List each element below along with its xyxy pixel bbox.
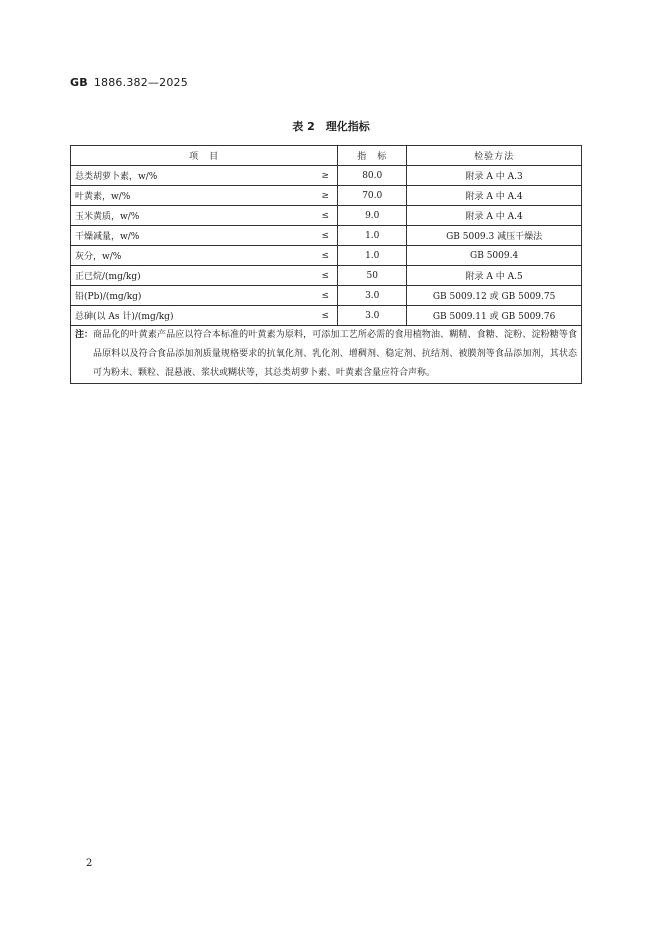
row-comparison-symbol: ≤ <box>313 306 338 326</box>
row-test-method: GB 5009.3 减压干燥法 <box>407 226 582 246</box>
table-row <box>71 306 582 326</box>
row-test-method: 附录 A 中 A.4 <box>407 186 582 206</box>
row-index-value: 3.0 <box>338 286 407 306</box>
row-index-value: 70.0 <box>338 186 407 206</box>
table-row <box>71 226 582 246</box>
row-index-value: 1.0 <box>338 226 407 246</box>
row-index-value: 1.0 <box>338 246 407 266</box>
table-row <box>71 166 582 186</box>
row-test-method: 附录 A 中 A.3 <box>407 166 582 186</box>
row-test-method: 附录 A 中 A.5 <box>407 266 582 286</box>
table-title: 表 2 理化指标 <box>292 120 370 133</box>
row-comparison-symbol: ≥ <box>313 166 338 186</box>
column-header-index: 指 标 <box>338 146 407 166</box>
table-row <box>71 286 582 306</box>
row-item: 叶黄素，w/% <box>71 186 314 206</box>
table-header-row <box>71 146 582 166</box>
row-comparison-symbol: ≤ <box>313 286 338 306</box>
standard-prefix: GB <box>70 76 88 89</box>
table-row <box>71 186 582 206</box>
page-number: 2 <box>86 858 93 869</box>
row-comparison-symbol: ≤ <box>313 226 338 246</box>
column-header-method: 检验方法 <box>407 146 582 166</box>
row-item: 正已烷/(mg/kg) <box>71 266 314 286</box>
row-index-value: 80.0 <box>338 166 407 186</box>
row-comparison-symbol: ≤ <box>313 246 338 266</box>
table-note <box>71 326 582 384</box>
table-row <box>71 266 582 286</box>
standard-number: 1886.382—2025 <box>93 76 188 89</box>
row-comparison-symbol: ≤ <box>313 206 338 226</box>
note-label: 注： <box>75 330 94 340</box>
row-test-method: GB 5009.4 <box>407 246 582 266</box>
standard-header <box>70 76 188 89</box>
row-test-method: GB 5009.11 或 GB 5009.76 <box>407 306 582 326</box>
row-index-value: 50 <box>338 266 407 286</box>
row-item: 灰分，w/% <box>71 246 314 266</box>
row-test-method: GB 5009.12 或 GB 5009.75 <box>407 286 582 306</box>
table-note-row <box>71 326 582 384</box>
row-index-value: 3.0 <box>338 306 407 326</box>
table-row <box>71 206 582 226</box>
row-item: 铅(Pb)/(mg/kg) <box>71 286 314 306</box>
column-header-item: 项 目 <box>71 146 338 166</box>
row-item: 玉米黄质，w/% <box>71 206 314 226</box>
row-item: 总类胡萝卜素，w/% <box>71 166 314 186</box>
row-item: 总砷(以 As 计)/(mg/kg) <box>71 306 314 326</box>
physicochemical-index-table <box>70 145 582 384</box>
table-row <box>71 246 582 266</box>
row-comparison-symbol: ≤ <box>313 266 338 286</box>
row-index-value: 9.0 <box>338 206 407 226</box>
row-comparison-symbol: ≥ <box>313 186 338 206</box>
row-item: 干燥减量，w/% <box>71 226 314 246</box>
row-test-method: 附录 A 中 A.4 <box>407 206 582 226</box>
note-text: 商品化的叶黄素产品应以符合本标准的叶黄素为原料，可添加工艺所必需的食用植物油、糊精、食糖、淀粉、淀粉糖等食品原料以及符合食品添加剂质量规格要求的抗氧化剂、乳化剂、增稠剂、稳定剂、抗结剂、被膜剂等食品添加剂，其状态可为粉末、颗粒、混悬液、浆状或糊状等，其总类胡萝卜素、叶黄素含量应符合声称。 <box>93 330 577 378</box>
